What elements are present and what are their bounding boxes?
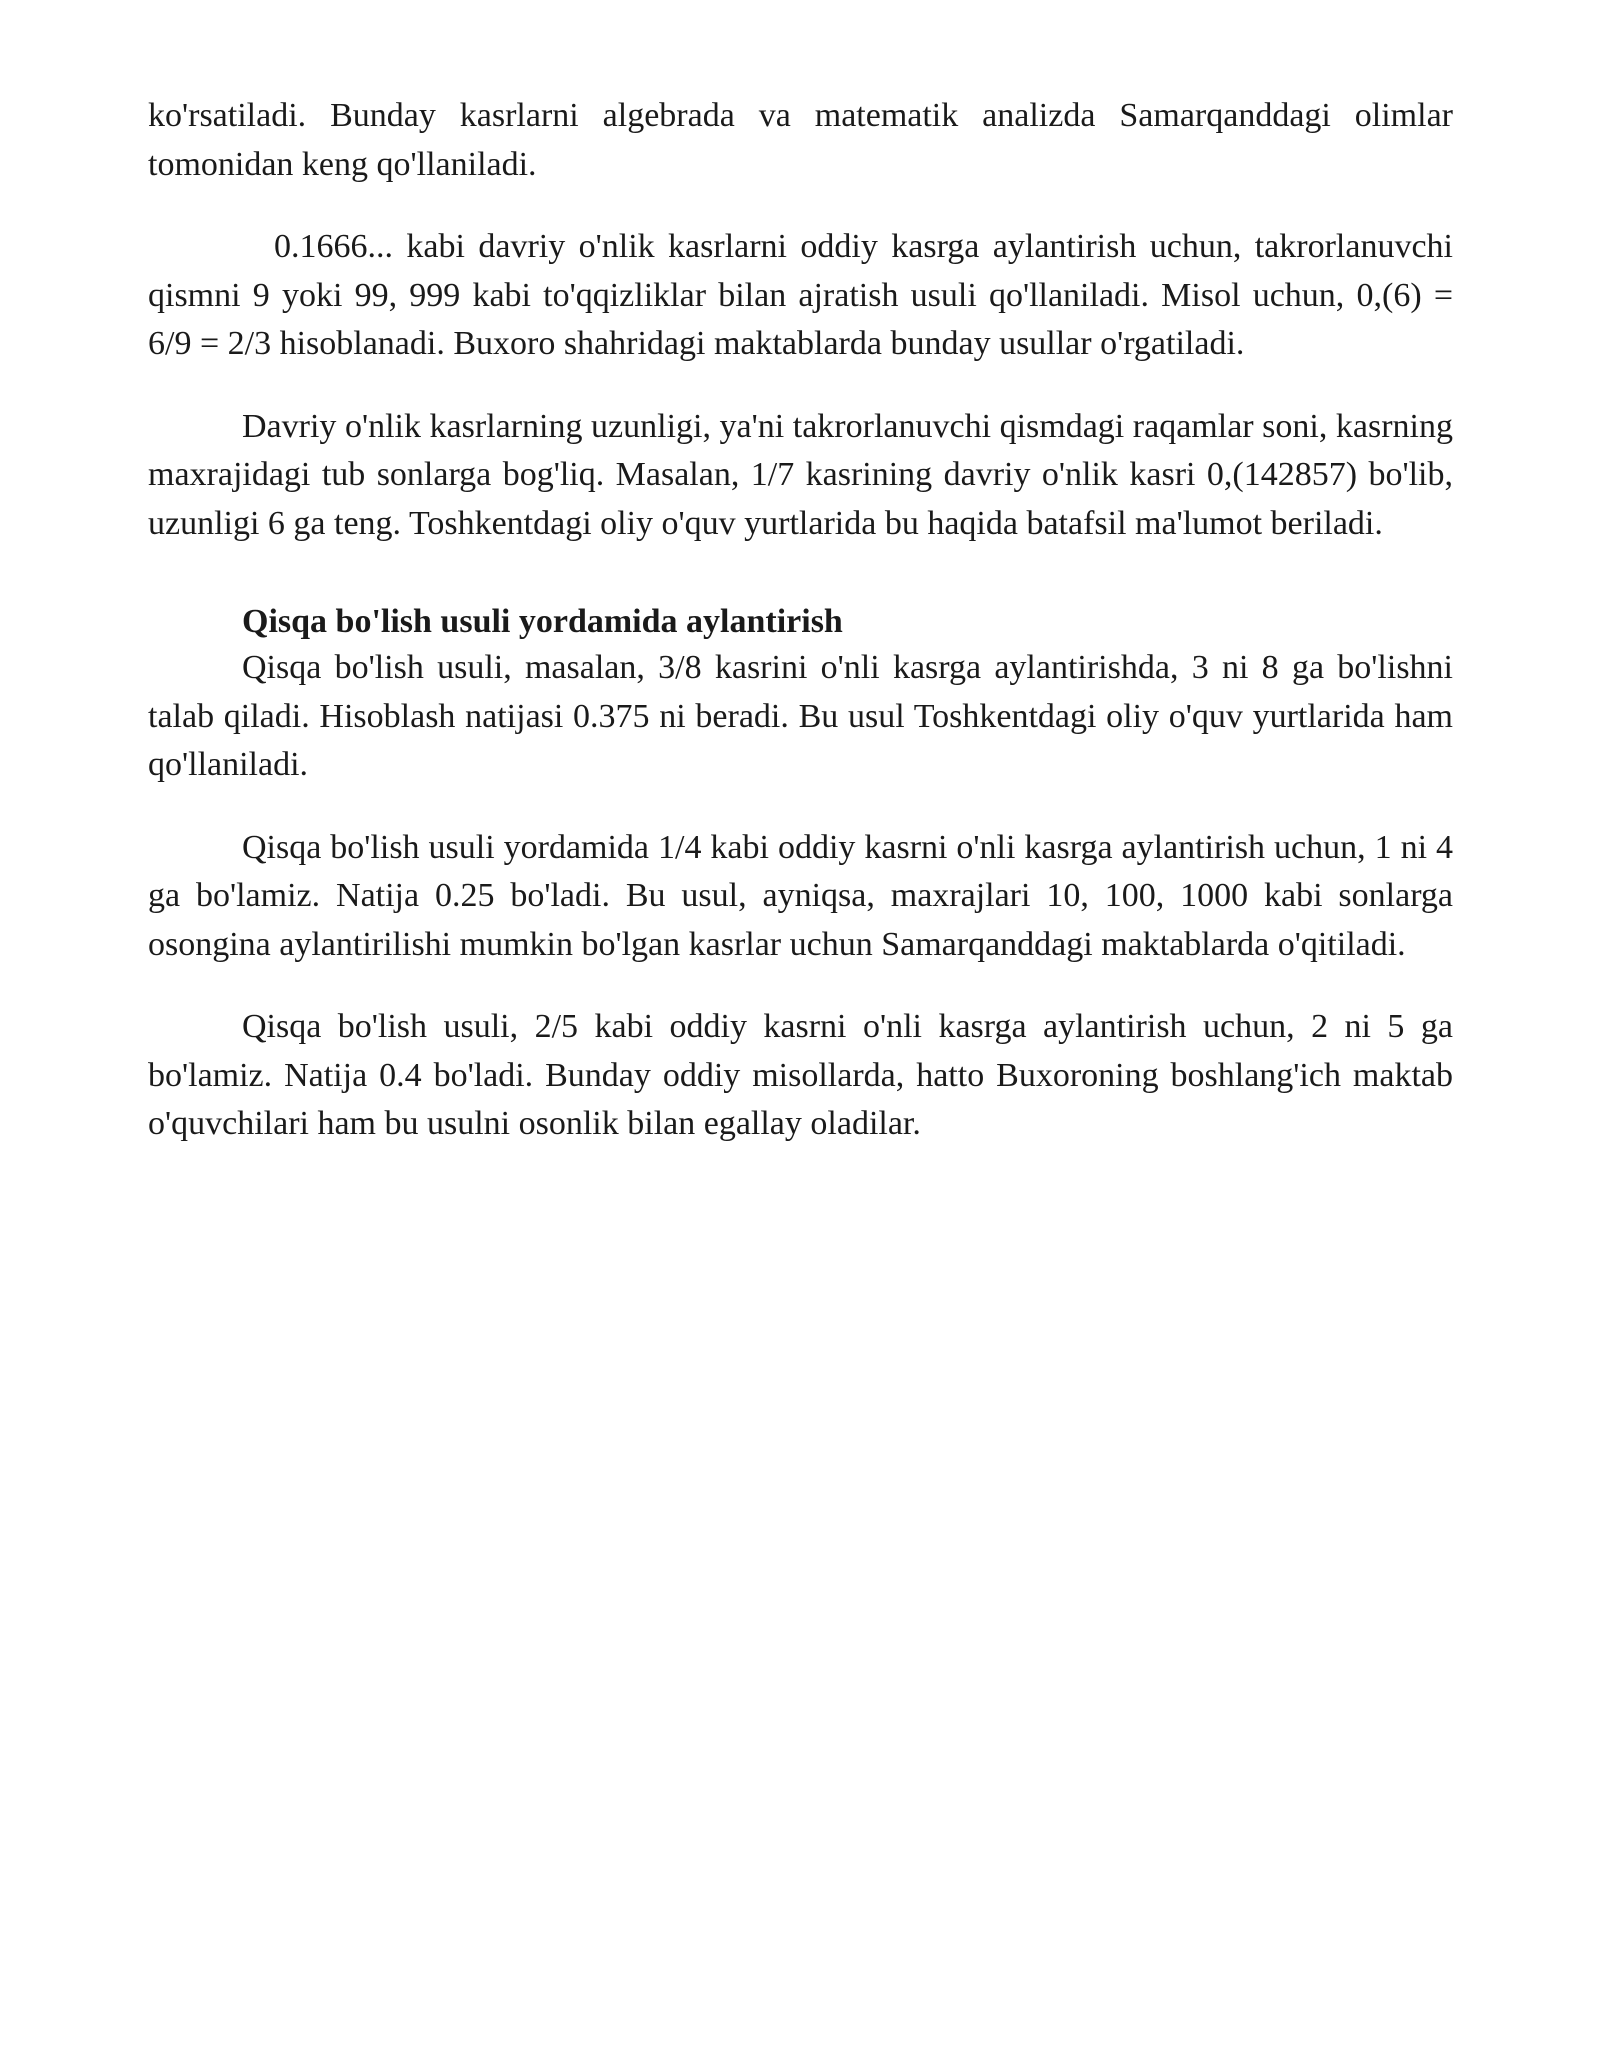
paragraph-short-division-3-8: Qisqa bo'lish usuli, masalan, 3/8 kasrini o'nli kasrga aylantirishda, 3 ni 8 ga bo'lishni talab qiladi. Hisoblash natijasi 0.375 ni beradi. Bu usul Toshkentdagi oliy o'quv yurtlarida ham qo'llaniladi. <box>148 649 1453 783</box>
paragraph-period-length: Davriy o'nlik kasrlarning uzunligi, ya'ni takrorlanuvchi qismdagi raqamlar soni, kasrning maxrajidagi tub sonlarga bog'liq. Masalan, 1/7 kasrining davriy o'nlik kasri 0,(142857) bo'lib, uzunligi 6 ga teng. Toshkentdagi oliy o'quv yurtlarida bu haqida batafsil ma'lumot beriladi. <box>148 407 1453 542</box>
paragraph-short-division-1-4: Qisqa bo'lish usuli yordamida 1/4 kabi oddiy kasrni o'nli kasrga aylantirish uchun, 1 ni 4 ga bo'lamiz. Natija 0.25 bo'ladi. Bu usul, ayniqsa, maxrajlari 10, 100, 1000 kabi sonlarga osongina aylantirilishi mumkin bo'lgan kasrlar uchun Samarqanddagi maktablarda o'qitiladi. <box>148 828 1453 963</box>
paragraph-short-division-2-5: Qisqa bo'lish usuli, 2/5 kabi oddiy kasrni o'nli kasrga aylantirish uchun, 2 ni 5 ga bo'lamiz. Natija 0.4 bo'ladi. Bunday oddiy misollarda, hatto Buxoroning boshlang'ich maktab o'quvchilari ham bu usulni osonlik bilan egallay oladilar. <box>148 1008 1453 1142</box>
paragraph-periodic-fractions: 0.1666... kabi davriy o'nlik kasrlarni oddiy kasrga aylantirish uchun, takrorlanuvchi qismni 9 yoki 99, 999 kabi to'qqizliklar bilan ajratish usuli qo'llaniladi. Misol uchun, 0,(6) = 6/9 = 2/3 hisoblanadi. Buxoro shahridagi maktablarda bunday usullar o'rgatiladi. <box>148 228 1453 362</box>
document-body <box>148 92 1453 1183</box>
paragraph-continuation: ko'rsatiladi. Bunday kasrlarni algebrada va matematik analizda Samarqanddagi olimlar tomonidan keng qo'llaniladi. <box>148 97 1453 183</box>
section-heading: Qisqa bo'lish usuli yordamida aylantirish <box>242 603 843 640</box>
